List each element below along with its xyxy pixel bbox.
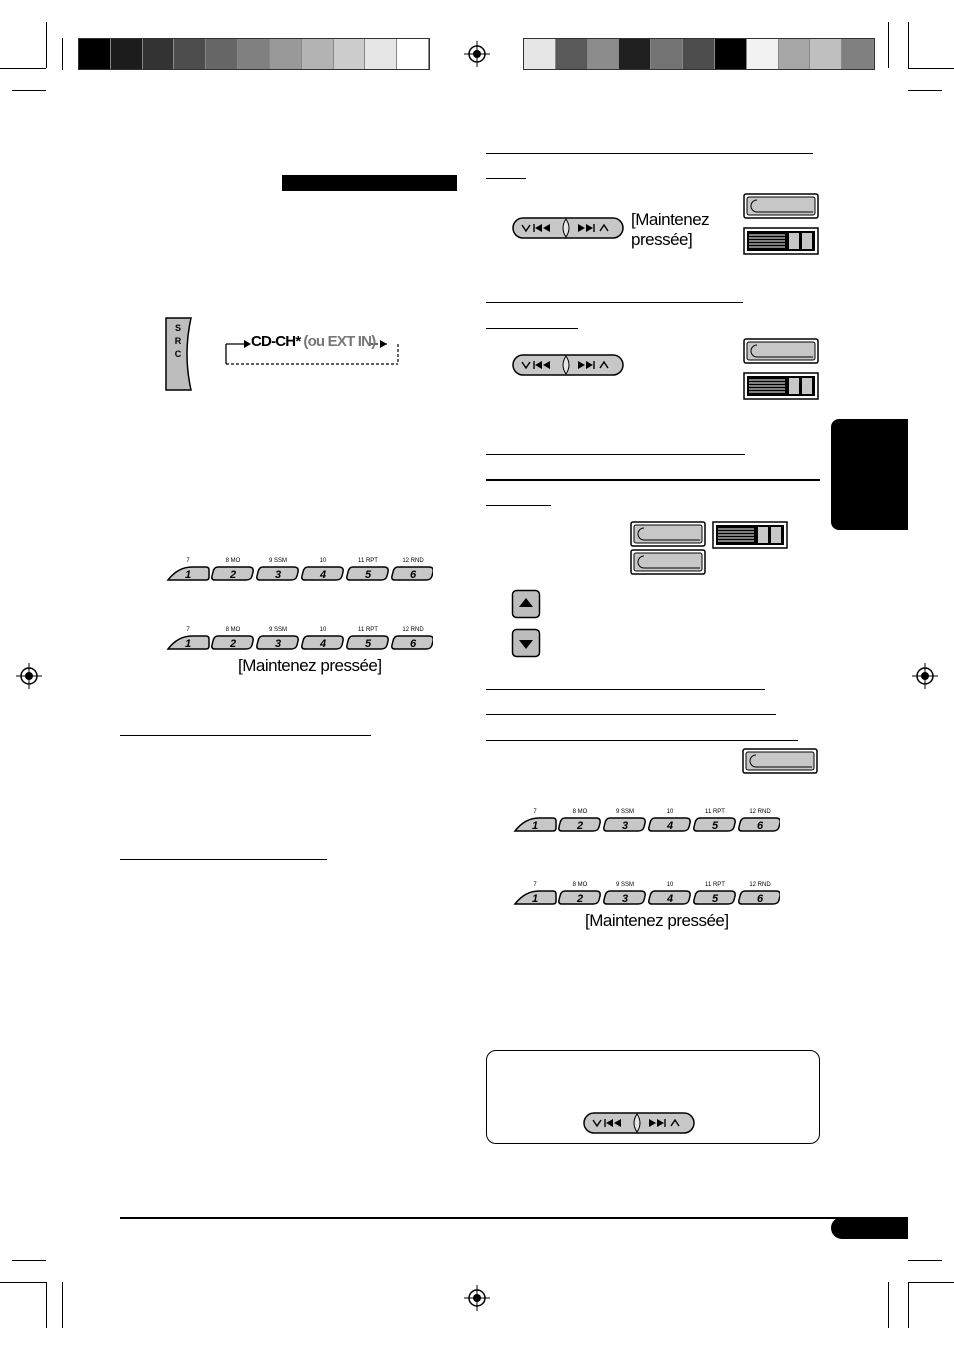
- preset-number: 1: [531, 893, 539, 905]
- footer-rule: [120, 1217, 908, 1219]
- color-swatch: [143, 39, 175, 69]
- underline-rule: [486, 714, 776, 715]
- color-swatch: [651, 39, 683, 69]
- preset-top-label: 10: [319, 558, 327, 564]
- preset-top-label: 10: [666, 882, 674, 888]
- display-bars-panel: [712, 521, 788, 549]
- src-label: S R C: [174, 323, 182, 359]
- colorbar-left: [78, 38, 430, 70]
- preset-button-5[interactable]: [347, 558, 388, 581]
- display-panel: [630, 549, 706, 575]
- hold-label-line2: pressée]: [631, 230, 693, 249]
- crop-mark: [908, 68, 954, 69]
- crop-mark: [908, 1282, 909, 1328]
- crop-mark: [908, 22, 909, 68]
- preset-buttons-row-1: [163, 553, 433, 593]
- preset-button-3[interactable]: [604, 809, 645, 832]
- color-swatch: [302, 39, 334, 69]
- color-swatch: [365, 39, 397, 69]
- seek-button[interactable]: [583, 1111, 695, 1135]
- display-panel: [743, 193, 819, 219]
- preset-button-3[interactable]: [257, 558, 298, 581]
- preset-top-label: 9 SSM: [268, 558, 288, 564]
- preset-button-6[interactable]: [392, 627, 433, 650]
- underline-rule: [120, 859, 327, 860]
- preset-top-label: 12 RND: [402, 558, 424, 564]
- preset-button-4[interactable]: [302, 558, 343, 581]
- hold-label-left: [Maintenez pressée]: [238, 656, 382, 675]
- crop-mark: [62, 38, 63, 70]
- display-panel: [743, 338, 819, 364]
- colorbar-right: [523, 38, 875, 70]
- preset-button-3[interactable]: [604, 882, 645, 905]
- preset-button-4[interactable]: [649, 809, 690, 832]
- registration-mark-left: [16, 663, 42, 689]
- color-swatch: [842, 39, 874, 69]
- preset-top-label: 10: [666, 809, 674, 815]
- color-swatch: [556, 39, 588, 69]
- preset-top-label: 9 SSM: [615, 809, 635, 815]
- underline-rule: [486, 178, 526, 179]
- preset-number: 3: [274, 569, 282, 581]
- color-swatch: [524, 39, 556, 69]
- preset-button-3[interactable]: [257, 627, 298, 650]
- color-swatch: [810, 39, 842, 69]
- color-swatch: [206, 39, 238, 69]
- preset-number: 3: [274, 638, 282, 650]
- color-swatch: [270, 39, 302, 69]
- preset-number: 2: [576, 893, 584, 905]
- preset-button-1[interactable]: [168, 558, 209, 581]
- preset-number: 5: [711, 820, 719, 832]
- registration-mark-top: [464, 41, 490, 67]
- preset-button-2[interactable]: [212, 627, 253, 650]
- ext-in-label: (ou EXT IN): [303, 333, 376, 350]
- preset-number: 1: [184, 569, 192, 581]
- preset-button-2[interactable]: [559, 809, 600, 832]
- crop-mark: [888, 1282, 889, 1328]
- display-bars-panel: [743, 227, 819, 255]
- color-swatch: [715, 39, 747, 69]
- up-arrow-button[interactable]: [511, 589, 541, 619]
- underline-rule: [486, 153, 813, 154]
- preset-button-5[interactable]: [694, 809, 735, 832]
- down-arrow-button[interactable]: [511, 628, 541, 658]
- preset-number: 6: [756, 893, 764, 905]
- preset-top-label: 12 RND: [402, 627, 424, 633]
- preset-top-label: 7: [533, 882, 537, 888]
- preset-button-1[interactable]: [168, 627, 209, 650]
- underline-rule: [120, 735, 371, 736]
- display-panel: [742, 748, 818, 774]
- underline-rule: [486, 740, 798, 741]
- page-number-tab: [831, 1217, 908, 1239]
- crop-mark: [46, 22, 47, 68]
- preset-number: 5: [711, 893, 719, 905]
- preset-top-label: 8 MO: [572, 882, 588, 888]
- color-swatch: [683, 39, 715, 69]
- preset-top-label: 11 RPT: [705, 809, 725, 815]
- crop-mark: [908, 1282, 954, 1283]
- color-swatch: [779, 39, 811, 69]
- crop-mark: [888, 22, 889, 68]
- preset-top-label: 8 MO: [225, 627, 241, 633]
- preset-number: 2: [576, 820, 584, 832]
- color-swatch: [747, 39, 779, 69]
- preset-top-label: 12 RND: [749, 882, 771, 888]
- crop-mark: [0, 1282, 46, 1283]
- crop-mark: [908, 1260, 942, 1261]
- preset-top-label: 12 RND: [749, 809, 771, 815]
- color-swatch: [111, 39, 143, 69]
- preset-button-4[interactable]: [302, 627, 343, 650]
- preset-top-label: 10: [319, 627, 327, 633]
- hold-label-right: [Maintenez pressée]: [585, 911, 729, 930]
- underline-rule: [486, 328, 578, 329]
- crop-mark: [12, 1260, 46, 1261]
- preset-number: 5: [364, 638, 372, 650]
- preset-button-5[interactable]: [347, 627, 388, 650]
- source-flow-label: [251, 333, 375, 350]
- preset-top-label: 9 SSM: [268, 627, 288, 633]
- color-swatch: [397, 39, 429, 69]
- preset-number: 5: [364, 569, 372, 581]
- seek-button[interactable]: [512, 353, 624, 377]
- preset-number: 1: [531, 820, 539, 832]
- seek-button[interactable]: [512, 216, 624, 240]
- color-swatch: [334, 39, 366, 69]
- color-swatch: [238, 39, 270, 69]
- preset-number: 4: [666, 893, 674, 905]
- registration-mark-right: [912, 663, 938, 689]
- preset-number: 6: [756, 820, 764, 832]
- preset-number: 4: [666, 820, 674, 832]
- preset-top-label: 11 RPT: [705, 882, 725, 888]
- preset-top-label: 7: [186, 627, 190, 633]
- registration-mark-bottom: [464, 1285, 490, 1311]
- hold-label-line1: [Maintenez: [631, 210, 710, 229]
- underline-rule: [486, 454, 745, 455]
- crop-mark: [0, 68, 46, 69]
- preset-button-5[interactable]: [694, 882, 735, 905]
- color-swatch: [588, 39, 620, 69]
- preset-top-label: 11 RPT: [358, 627, 378, 633]
- crop-mark: [908, 90, 942, 91]
- preset-number: 3: [621, 820, 629, 832]
- underline-rule: [486, 505, 551, 506]
- preset-buttons-row-3: [510, 804, 780, 844]
- preset-number: 4: [319, 569, 327, 581]
- display-bars-panel: [743, 372, 819, 400]
- preset-number: 1: [184, 638, 192, 650]
- preset-button-4[interactable]: [649, 882, 690, 905]
- preset-top-label: 8 MO: [572, 809, 588, 815]
- language-tab: [831, 419, 908, 530]
- preset-top-label: 7: [186, 558, 190, 564]
- preset-button-6[interactable]: [739, 809, 780, 832]
- preset-top-label: 7: [533, 809, 537, 815]
- underline-rule: [486, 689, 765, 690]
- preset-button-6[interactable]: [392, 558, 433, 581]
- color-swatch: [174, 39, 206, 69]
- preset-button-2[interactable]: [559, 882, 600, 905]
- section-divider: [486, 479, 820, 481]
- preset-number: 2: [229, 638, 237, 650]
- preset-number: 4: [319, 638, 327, 650]
- crop-mark: [12, 90, 46, 91]
- crop-mark: [46, 1282, 47, 1328]
- underline-rule: [486, 302, 743, 303]
- preset-number: 2: [229, 569, 237, 581]
- preset-button-1[interactable]: [515, 882, 556, 905]
- preset-button-2[interactable]: [212, 558, 253, 581]
- preset-top-label: 11 RPT: [358, 558, 378, 564]
- preset-number: 6: [409, 569, 417, 581]
- section-heading-bar: [282, 175, 457, 191]
- cd-changer-label: CD-CH*: [251, 333, 301, 350]
- preset-top-label: 8 MO: [225, 558, 241, 564]
- preset-button-6[interactable]: [739, 882, 780, 905]
- preset-number: 3: [621, 893, 629, 905]
- preset-button-1[interactable]: [515, 809, 556, 832]
- display-panel: [630, 521, 706, 547]
- color-swatch: [619, 39, 651, 69]
- color-swatch: [79, 39, 111, 69]
- preset-number: 6: [409, 638, 417, 650]
- crop-mark: [62, 1282, 63, 1328]
- preset-top-label: 9 SSM: [615, 882, 635, 888]
